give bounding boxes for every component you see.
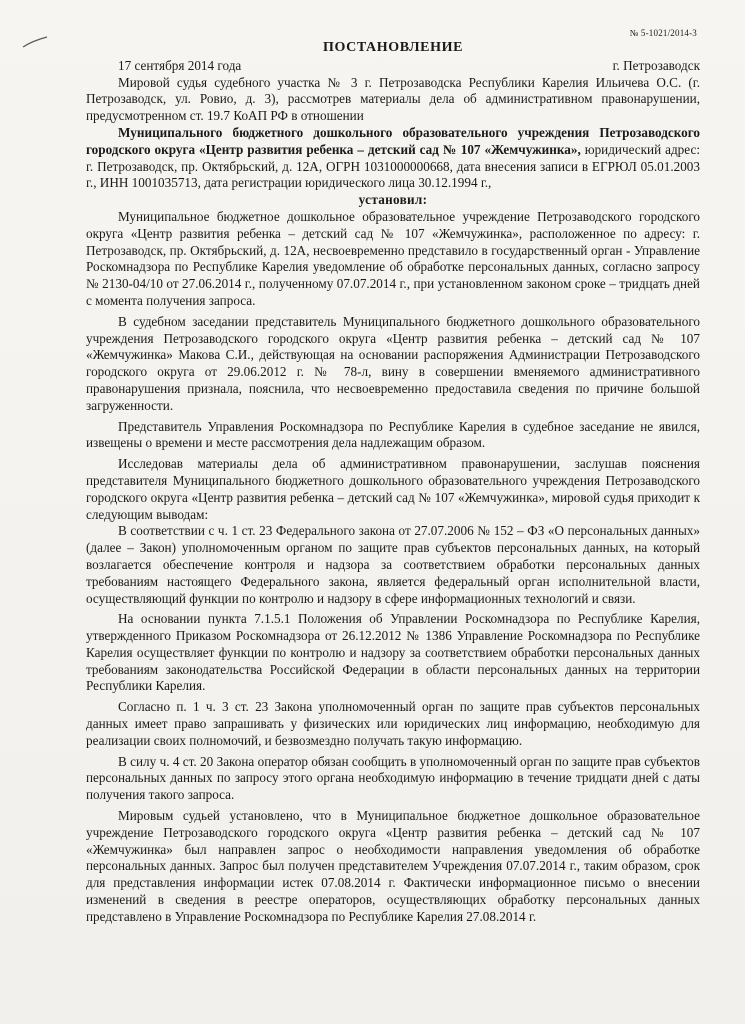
paragraph-7: Согласно п. 1 ч. 3 ст. 23 Закона уполномоченный орган по защите прав субъектов персональных данных имеет право запрашивать у физических или юридических лиц информацию, необходимую для реализации своих полномочий, и безвозмездно получать такую информацию.: [86, 699, 700, 748]
document-date: 17 сентября 2014 года: [118, 57, 242, 73]
document-title: ПОСТАНОВЛЕНИЕ: [322, 40, 464, 55]
document-body: [86, 40, 700, 926]
paragraph-1: Муниципальное бюджетное дошкольное образовательное учреждение Петрозаводского городского округа «Центр развития ребенка – детский сад № 107 «Жемчужинка», расположенное по адресу: г. Петрозаводск, пр. Октябрьский, д. 12А, несвоевременно представило в государственный орган - Управление Роскомнадзора по Республике Карелия уведомление об обработке персональных данных, согласно запросу № 2130-04/10 от 27.06.2014 г., полученному 07.07.2014 г., при установленном законом сроке – тридцать дней с момента получения запроса.: [86, 208, 700, 308]
paragraph-3: Представитель Управления Роскомнадзора по Республике Карелия в судебное заседание не явился, извещены о времени и месте рассмотрения дела надлежащим образом.: [86, 418, 700, 451]
intro-paragraph: Мировой судья судебного участка № 3 г. Петрозаводска Республики Карелия Ильичева О.С. (г. Петрозаводск, ул. Ровио, д. 3), рассмотрев материалы дела об административном правонарушении, предусмотренном ст. 19.7 КоАП РФ в отношении: [86, 74, 700, 124]
paragraph-6: На основании пункта 7.1.5.1 Положения об Управлении Роскомнадзора по Республике Карелия, утвержденного Приказом Роскомнадзора от 26.12.2012 № 1386 Управление Роскомнадзора по Республике Карелия осуществляет функции по контролю и надзору за соответствием обработки персональных данных требованиям законодательства Российской Федерации в области персональных данных на территории Республики Карелия.: [86, 611, 700, 694]
date-city-row: [86, 58, 700, 75]
pen-stroke-mark: [22, 36, 48, 48]
paragraph-8: В силу ч. 4 ст. 20 Закона оператор обязан сообщить в уполномоченный орган по защите прав субъектов персональных данных по запросу этого органа необходимую информацию в течение тридцати дней с даты получения такого запроса.: [86, 753, 700, 803]
paragraph-5: В соответствии с ч. 1 ст. 23 Федерального закона от 27.07.2006 № 152 – ФЗ «О персональных данных» (далее – Закон) уполномоченным органом по защите прав субъектов персональных данных, на который возлагается обеспечение контроля и надзора за соответствием обработки персональных данных требованиям настоящего Федерального закона, является федеральный орган исполнительной власти, осуществляющий функции по контролю и надзору в сфере информационных технологий и связи.: [86, 523, 700, 606]
case-number: № 5-1021/2014-3: [629, 28, 697, 38]
document-city: г. Петрозаводск: [612, 57, 700, 73]
paragraph-4: Исследовав материалы дела об административном правонарушении, заслушав пояснения представителя Муниципального бюджетного дошкольного образовательного учреждения Петрозаводского городского округа «Центр развития ребенка – детский сад № 107 «Жемчужинка», мировой судья приходит к следующим выводам:: [86, 456, 700, 522]
established-heading: установил:: [358, 192, 428, 208]
paragraph-2: В судебном заседании представитель Муниципального бюджетного дошкольного образовательного учреждения Петрозаводского городского округа «Центр развития ребенка – детский сад № 107 «Жемчужинка» Макова С.И., действующая на основании распоряжения Администрации Петрозаводского городского округа от 29.06.2012 г. № 78-л, вину в совершении вменяемого административного правонарушения признала, пояснила, что несвоевременно предоставила сведения по причине большой загруженности.: [86, 313, 700, 413]
paragraph-9: Мировым судьей установлено, что в Муниципальное бюджетное дошкольное образовательное учреждение Петрозаводского городского округа «Центр развития ребенка – детский сад № 107 «Жемчужинка» был направлен запрос о необходимости направления уведомления об обработке персональных данных. Запрос был получен представителем Учреждения 07.07.2014 г., таким образом, срок для представления информации истек 07.08.2014 г. Фактически информационное письмо о внесении изменений в сведения в реестре операторов, осуществляющих обработку персональных данных представлено в Управление Роскомнадзора по Республике Карелия 27.08.2014 г.: [86, 808, 700, 924]
organization-paragraph: [86, 125, 700, 192]
organization-details: юридический адрес: г. Петрозаводск, пр. Октябрьский, д. 12А, ОГРН 1031000000668, дата внесения записи в ЕГРЮЛ 05.01.2003 г., ИНН 1001035713, дата регистрации юридического лица 30.12.1994 г.,: [86, 141, 700, 191]
organization-name: Муниципального бюджетного дошкольного образовательного учреждения Петрозаводского городского округа «Центр развития ребенка – детский сад № 107 «Жемчужинка»,: [86, 124, 700, 157]
